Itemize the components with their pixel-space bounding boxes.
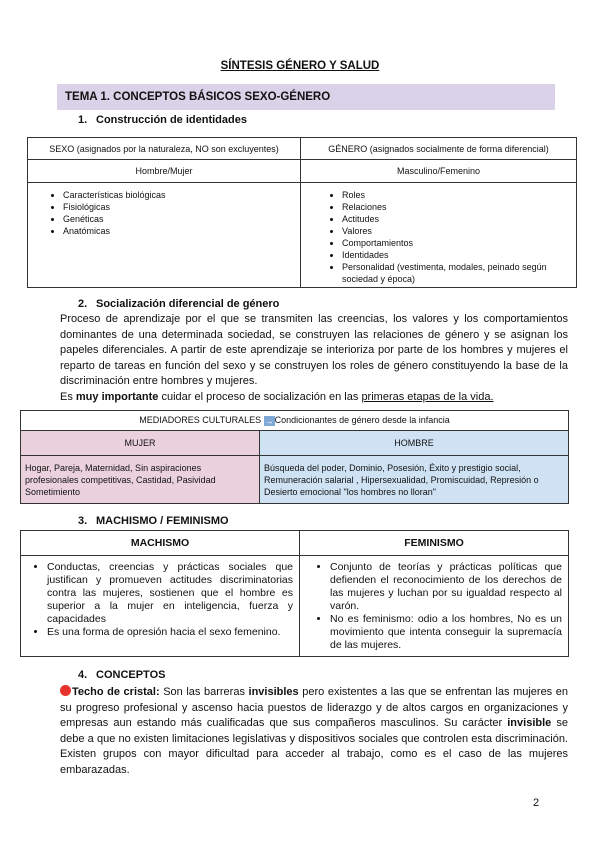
list-item: • Es una forma de opresión hacia el sexo femenino. bbox=[47, 626, 293, 639]
genero-list-cell bbox=[301, 183, 577, 288]
machismo-cell bbox=[21, 556, 300, 657]
section-number: 4. bbox=[78, 669, 88, 681]
list-item: • Valores bbox=[342, 225, 570, 237]
feminismo-cell bbox=[300, 556, 569, 657]
list-item: • Personalidad (vestimenta, modales, peinado según sociedad y época) bbox=[342, 261, 570, 285]
list-item: • Conductas, creencias y prácticas sociales que justifican y promueven actitudes discriminatorias contra las mujeres, sostienen que el hombre es superior a la mujer en inteligencia, fuerza y capacidades bbox=[47, 561, 293, 626]
list-item: • Identidades bbox=[342, 249, 570, 261]
list-item: • Fisiológicas bbox=[63, 201, 299, 213]
bold-text: invisibles bbox=[248, 686, 299, 698]
red-circle-icon bbox=[60, 685, 71, 696]
list-item: • Características biológicas bbox=[63, 189, 299, 201]
section-number: 2. bbox=[78, 298, 88, 310]
section-3-heading bbox=[78, 515, 229, 527]
tema-heading: TEMA 1. CONCEPTOS BÁSICOS SEXO-GÉNERO bbox=[57, 84, 555, 110]
section-title: Socialización diferencial de género bbox=[96, 298, 280, 310]
list-item: • Roles bbox=[342, 189, 570, 201]
text: pero existentes a las que se enfrentan las mujeres en su progreso profesional y ascenso hacia puestos de liderazgo y de altos cargos en organizaciones y empresas aun estando más cualificadas que sus compañeros masculinos. Su carácter bbox=[60, 686, 568, 729]
list-item: • Actitudes bbox=[342, 213, 570, 225]
list-item: • No es feminismo: odio a los hombres, No es un movimiento que intenta conseguir la supremacía de las mujeres. bbox=[330, 613, 562, 652]
arrow-right-icon: → bbox=[264, 416, 274, 426]
text: se debe a que no existen limitaciones legislativas y dispositivos sociales que controlen esta discriminación. Existen grupos con mayor dificultad para acceder al trabajo, como es el caso de las mujeres embarazadas. bbox=[60, 717, 568, 776]
sexo-sub: Hombre/Mujer bbox=[28, 160, 301, 183]
section-1-heading bbox=[78, 114, 247, 126]
mujer-header: MUJER bbox=[21, 431, 260, 456]
section-title: Construcción de identidades bbox=[96, 114, 247, 126]
section-4-heading bbox=[78, 669, 165, 681]
list-item: • Relaciones bbox=[342, 201, 570, 213]
machismo-header: MACHISMO bbox=[21, 531, 300, 556]
list-item: • Conjunto de teorías y prácticas políticas que defienden el reconocimiento de los derechos de las mujeres y luchan por su igualdad respecto al varón. bbox=[330, 561, 562, 613]
section-number: 1. bbox=[78, 114, 88, 126]
genero-header: GÉNERO (asignados socialmente de forma diferencial) bbox=[301, 138, 577, 160]
list-item: • Genéticas bbox=[63, 213, 299, 225]
hombre-text: Búsqueda del poder, Dominio, Posesión, Éxito y prestigio social, Remuneración salarial , Hipersexualidad, Promiscuidad, Represión o Desierto emocional "los hombres no lloran" bbox=[260, 456, 569, 504]
sexo-header: SEXO (asignados por la naturaleza, NO son excluyentes) bbox=[28, 138, 301, 160]
bold-text: invisible bbox=[507, 717, 552, 729]
term: Techo de cristal: bbox=[72, 686, 160, 698]
genero-sub: Masculino/Femenino bbox=[301, 160, 577, 183]
list-item: • Anatómicas bbox=[63, 225, 299, 237]
page-number: 2 bbox=[533, 797, 540, 809]
document-title: SÍNTESIS GÉNERO Y SALUD bbox=[220, 60, 380, 72]
text: Son las barreras bbox=[159, 686, 249, 698]
list-item: • Comportamientos bbox=[342, 237, 570, 249]
text: Es bbox=[60, 390, 76, 403]
mujer-text: Hogar, Pareja, Maternidad, Sin aspiraciones profesionales competitivas, Castidad, Pasividad Sometimiento bbox=[21, 456, 260, 504]
text: MEDIADORES CULTURALES bbox=[139, 415, 264, 425]
hombre-header: HOMBRE bbox=[260, 431, 569, 456]
sexo-list-cell bbox=[28, 183, 301, 288]
mediadores-table bbox=[20, 410, 569, 504]
bold-text: muy importante bbox=[75, 390, 159, 403]
sexo-genero-table bbox=[27, 137, 577, 288]
section-2-heading bbox=[78, 298, 279, 310]
text: Condicionantes de género desde la infancia bbox=[274, 415, 450, 425]
feminismo-header: FEMINISMO bbox=[300, 531, 569, 556]
socializacion-paragraph bbox=[60, 312, 568, 405]
mediadores-header bbox=[21, 411, 569, 431]
section-title: CONCEPTOS bbox=[96, 669, 166, 681]
section-number: 3. bbox=[78, 515, 88, 527]
section-title: MACHISMO / FEMINISMO bbox=[96, 515, 229, 527]
techo-cristal-paragraph bbox=[60, 685, 568, 778]
text: cuidar el proceso de socialización en las bbox=[158, 390, 362, 403]
machismo-feminismo-table bbox=[20, 530, 569, 657]
underlined-text: primeras etapas de la vida. bbox=[361, 390, 494, 403]
paragraph-text: Proceso de aprendizaje por el que se transmiten las creencias, los valores y los comportamientos dominantes de una determinada sociedad, se construyen las relaciones de género y se asignan los papeles diferenciales. A partir de este aprendizaje se interioriza por parte de los hombres y mujeres el reparto de tareas en función del sexo y se construyen los roles de género constituyendo la base de la discriminación entre hombres y mujeres. bbox=[60, 313, 568, 387]
